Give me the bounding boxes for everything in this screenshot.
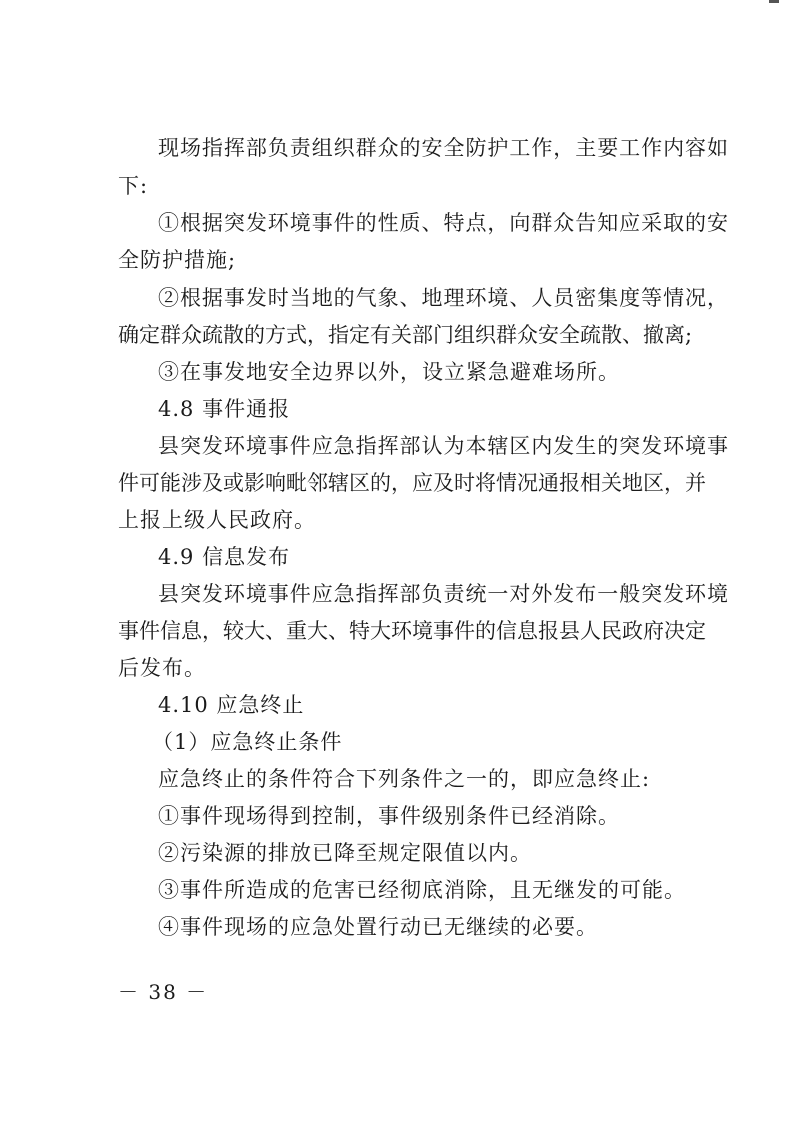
section-heading: 4.8 事件通报 [158,397,291,421]
list-item: ③事件所造成的危害已经彻底消除，且无继发的可能。 [158,878,686,902]
list-item: ④事件现场的应急处置行动已无继续的必要。 [158,915,598,939]
list-item: ②污染源的排放已降至规定限值以内。 [158,841,532,865]
paragraph-line: 现场指挥部负责组织群众的安全防护工作，主要工作内容如 [158,136,728,160]
paragraph-line: 县突发环境事件应急指挥部认为本辖区内发生的突发环境事 [158,434,728,458]
paragraph-line: 全防护措施; [118,248,237,272]
paragraph-line: ③在事发地安全边界以外，设立紧急避难场所。 [158,360,620,384]
paragraph-line: 应急终止的条件符合下列条件之一的，即应急终止: [158,767,651,791]
list-item: ①事件现场得到控制，事件级别条件已经消除。 [158,804,620,828]
paragraph-line: ②根据事发时当地的气象、地理环境、人员密集度等情况， [158,286,728,310]
page-number: － 38 － [118,980,209,1004]
paragraph-line: 上报上级人民政府。 [118,508,316,532]
paragraph-line: 事件信息，较大、重大、特大环境事件的信息报县人民政府决定 [118,619,706,643]
subsection-heading: （1）应急终止条件 [152,730,343,754]
paragraph-line: 下: [118,174,149,198]
paragraph-line: 县突发环境事件应急指挥部负责统一对外发布一般突发环境 [158,582,728,606]
paragraph-line: ①根据突发环境事件的性质、特点，向群众告知应采取的安 [158,211,728,235]
section-heading: 4.10 应急终止 [158,693,305,717]
paragraph-line: 件可能涉及或影响毗邻辖区的，应及时将情况通报相关地区，并 [118,471,706,495]
scan-mark [769,0,779,3]
paragraph-line: 确定群众疏散的方式，指定有关部门组织群众安全疏散、撤离; [118,323,693,347]
section-heading: 4.9 信息发布 [158,545,291,569]
paragraph-line: 后发布。 [118,656,206,680]
